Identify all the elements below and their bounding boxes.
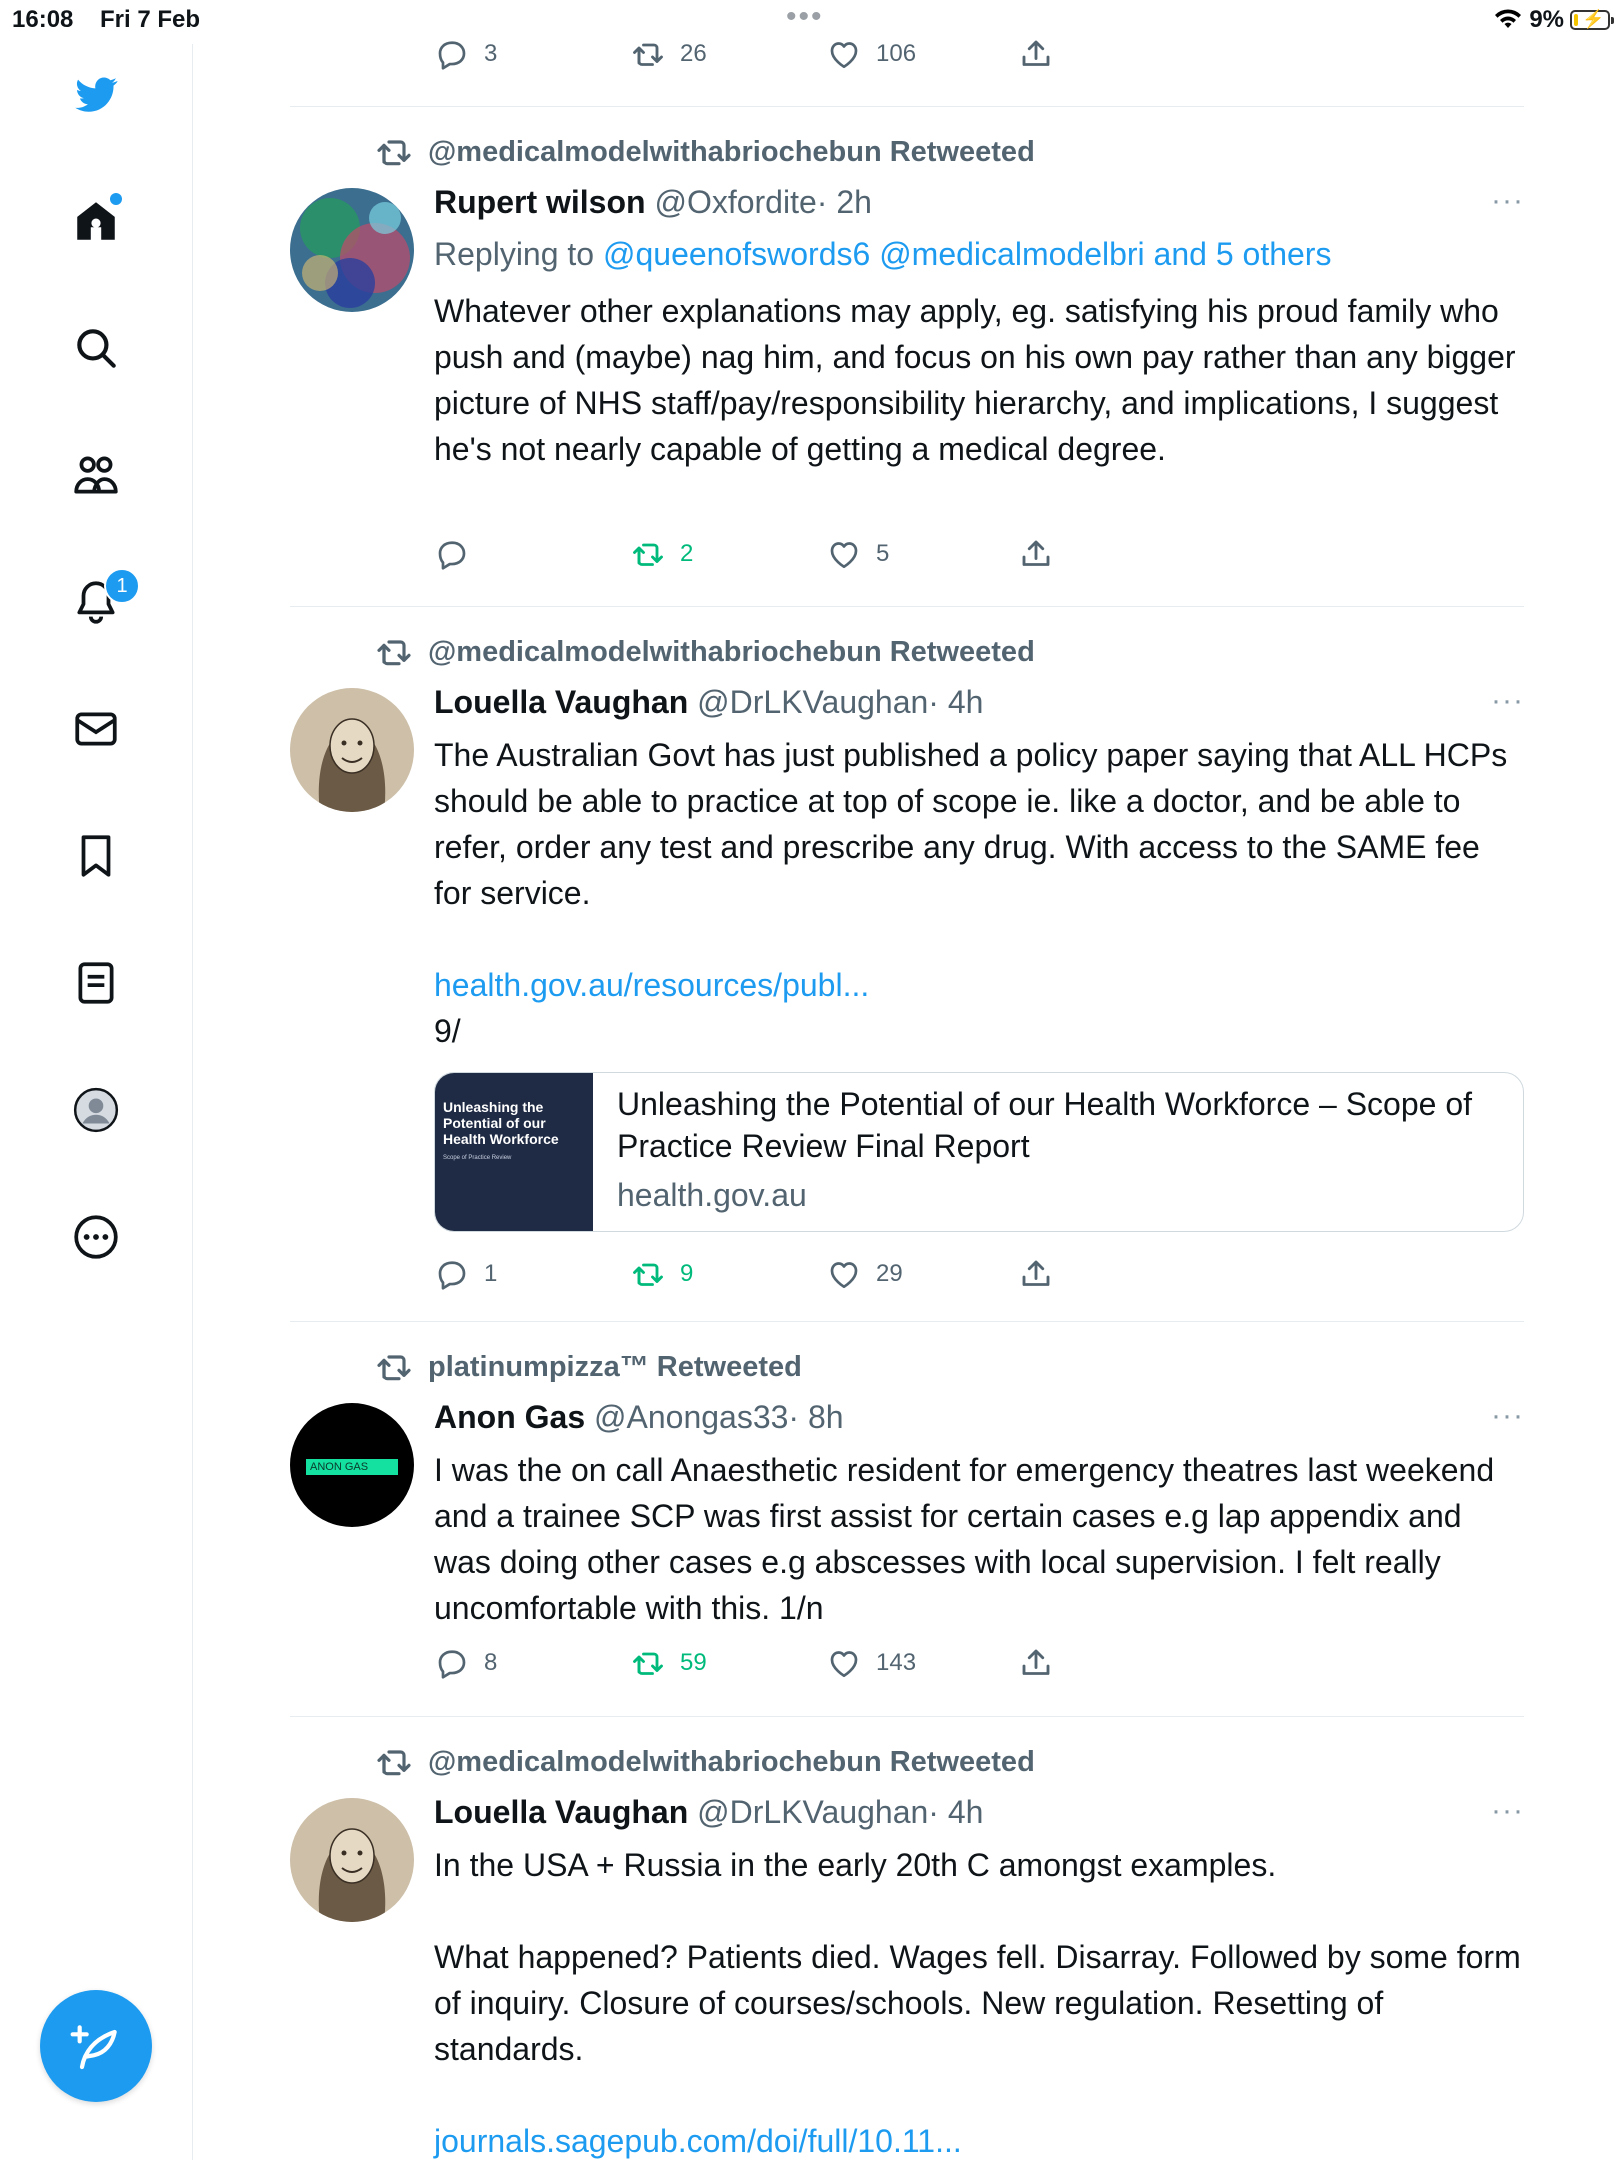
retweet-count: 2 bbox=[680, 540, 694, 567]
tweet-actions bbox=[434, 1256, 1334, 1296]
share-button[interactable] bbox=[1018, 1256, 1054, 1292]
tweet-actions bbox=[434, 36, 1334, 76]
retweet-icon bbox=[374, 1347, 414, 1387]
more-circle-icon[interactable] bbox=[66, 1207, 126, 1267]
divider bbox=[290, 1716, 1524, 1717]
status-date: Fri 7 Feb bbox=[100, 6, 201, 33]
status-time: 16:08 bbox=[12, 6, 74, 33]
retweet-icon bbox=[630, 1645, 666, 1681]
notifications-badge: 1 bbox=[104, 568, 140, 604]
tweet-header bbox=[434, 1399, 844, 1436]
share-icon bbox=[1018, 1645, 1054, 1681]
profile-icon[interactable] bbox=[66, 1080, 126, 1140]
retweet-button[interactable] bbox=[630, 36, 707, 72]
retweeted-by bbox=[374, 132, 1035, 172]
avatar-label: ANON GAS bbox=[306, 1459, 398, 1475]
lists-icon[interactable] bbox=[66, 953, 126, 1013]
card-thumb-title: Unleashing the Potential of our Health Workforce bbox=[443, 1099, 559, 1147]
retweeted-by-text: @medicalmodelwithabriochebun Retweeted bbox=[428, 635, 1035, 668]
replying-to bbox=[434, 236, 1331, 273]
retweet-button[interactable] bbox=[630, 1256, 693, 1292]
tweet-time: · 8h bbox=[788, 1399, 844, 1435]
author-name[interactable]: Louella Vaughan bbox=[434, 1794, 689, 1830]
author-handle[interactable]: @DrLKVaughan bbox=[697, 1794, 929, 1830]
retweet-button[interactable] bbox=[630, 1645, 707, 1681]
reply-button[interactable] bbox=[434, 536, 484, 572]
reply-icon bbox=[434, 36, 470, 72]
like-button[interactable] bbox=[826, 1645, 916, 1681]
retweeted-by-text: @medicalmodelwithabriochebun Retweeted bbox=[428, 1745, 1035, 1778]
avatar[interactable] bbox=[290, 1403, 414, 1527]
tweet-link[interactable]: journals.sagepub.com/doi/full/10.11... bbox=[434, 2123, 962, 2159]
retweet-count: 9 bbox=[680, 1260, 694, 1287]
like-count: 106 bbox=[876, 40, 917, 67]
tweet-link[interactable]: health.gov.au/resources/publ... bbox=[434, 967, 870, 1003]
retweeted-by-text: @medicalmodelwithabriochebun Retweeted bbox=[428, 135, 1035, 168]
compose-icon bbox=[68, 2018, 124, 2074]
reply-icon bbox=[434, 1256, 470, 1292]
author-handle[interactable]: @Anongas33 bbox=[594, 1399, 789, 1435]
tweet-text: I was the on call Anaesthetic resident for emergency theatres last weekend and a trainee SCP was first assist for certain cases e.g lap appendix and was doing other cases e.g abscesses with local supervision. I felt really uncomfortable with this. 1/n bbox=[434, 1452, 1495, 1626]
retweet-count: 26 bbox=[680, 40, 707, 67]
retweet-count: 59 bbox=[680, 1649, 707, 1676]
tweet-link-wrap bbox=[434, 962, 1524, 1054]
reply-icon bbox=[434, 536, 470, 572]
home-new-dot bbox=[110, 193, 122, 205]
like-button[interactable] bbox=[826, 36, 916, 72]
tweet-header bbox=[434, 684, 983, 721]
more-options-icon[interactable]: ··· bbox=[1491, 1794, 1524, 1827]
wifi-icon bbox=[1493, 8, 1523, 32]
retweeted-by bbox=[374, 1347, 802, 1387]
reply-button[interactable] bbox=[434, 1645, 497, 1681]
tweet-time: · 4h bbox=[928, 684, 984, 720]
mail-icon[interactable] bbox=[66, 699, 126, 759]
retweet-icon bbox=[630, 536, 666, 572]
tweet-time: · 4h bbox=[928, 1794, 984, 1830]
share-icon bbox=[1018, 1256, 1054, 1292]
tweet-time: · 2h bbox=[816, 184, 872, 220]
reply-icon bbox=[434, 1645, 470, 1681]
reply-count: 3 bbox=[484, 40, 498, 67]
communities-icon[interactable] bbox=[66, 445, 126, 505]
avatar[interactable] bbox=[290, 188, 414, 312]
battery-percent: 9% bbox=[1529, 6, 1564, 33]
retweet-icon bbox=[374, 632, 414, 672]
more-options-icon[interactable]: ··· bbox=[1491, 184, 1524, 217]
reply-count: 1 bbox=[484, 1260, 498, 1287]
status-indicators bbox=[1493, 6, 1610, 34]
retweet-icon bbox=[374, 132, 414, 172]
like-button[interactable] bbox=[826, 1256, 903, 1292]
author-name[interactable]: Anon Gas bbox=[434, 1399, 586, 1435]
like-count: 29 bbox=[876, 1260, 903, 1287]
battery-icon: ⚡ bbox=[1570, 10, 1610, 30]
search-icon[interactable] bbox=[66, 318, 126, 378]
card-thumbnail bbox=[435, 1073, 593, 1231]
share-button[interactable] bbox=[1018, 536, 1054, 572]
retweeted-by-text: platinumpizza™ Retweeted bbox=[428, 1350, 802, 1383]
divider bbox=[290, 106, 1524, 107]
sidebar bbox=[0, 44, 193, 2160]
card-thumb-subtitle: Scope of Practice Review bbox=[443, 1155, 512, 1161]
retweet-button[interactable] bbox=[630, 536, 693, 572]
like-count: 5 bbox=[876, 540, 890, 567]
like-icon bbox=[826, 536, 862, 572]
avatar[interactable] bbox=[290, 688, 414, 812]
like-count: 143 bbox=[876, 1649, 917, 1676]
like-icon bbox=[826, 1645, 862, 1681]
more-options-icon[interactable]: ··· bbox=[1491, 684, 1524, 717]
bell-icon[interactable] bbox=[66, 572, 126, 632]
reply-button[interactable] bbox=[434, 36, 497, 72]
share-button[interactable] bbox=[1018, 1645, 1054, 1681]
retweet-icon bbox=[374, 1742, 414, 1782]
tweet-text: The Australian Govt has just published a policy paper saying that ALL HCPs should be able to practice at top of scope ie. like a doctor, and be able to refer, order any test and prescribe any drug. With access to the SAME fee for service. bbox=[434, 737, 1508, 911]
tweet-header bbox=[434, 1794, 983, 1831]
twitter-logo-icon[interactable] bbox=[66, 64, 126, 124]
tweet-actions bbox=[434, 536, 1334, 576]
author-handle[interactable]: @DrLKVaughan bbox=[697, 684, 929, 720]
tweet-header bbox=[434, 184, 872, 221]
card-title: Unleashing the Potential of our Health Workforce – Scope of Practice Review Final Report bbox=[617, 1086, 1473, 1164]
reply-count: 8 bbox=[484, 1649, 498, 1676]
retweet-icon bbox=[630, 36, 666, 72]
share-button[interactable] bbox=[1018, 36, 1054, 72]
retweet-icon bbox=[630, 1256, 666, 1292]
divider bbox=[290, 606, 1524, 607]
retweeted-by bbox=[374, 1742, 1035, 1782]
bookmark-icon[interactable] bbox=[66, 826, 126, 886]
tweet-text: Whatever other explanations may apply, eg. satisfying his proud family who push and (maybe) nag him, and focus on his own pay rather than any bigger picture of NHS staff/pay/responsibility hierarchy, and implications, I suggest he's not nearly capable of getting a medical degree. bbox=[434, 293, 1516, 467]
link-card[interactable] bbox=[434, 1072, 1524, 1232]
more-options-icon[interactable]: ··· bbox=[1491, 1399, 1524, 1432]
thread-number: 9/ bbox=[434, 1013, 461, 1049]
like-button[interactable] bbox=[826, 536, 889, 572]
reply-button[interactable] bbox=[434, 1256, 497, 1292]
author-name[interactable]: Louella Vaughan bbox=[434, 684, 689, 720]
share-icon bbox=[1018, 36, 1054, 72]
avatar[interactable] bbox=[290, 1798, 414, 1922]
tweet-text-2: What happened? Patients died. Wages fell. Disarray. Followed by some form of inquiry. Closure of courses/schools. New regulation. Resetting of standards. bbox=[434, 1939, 1521, 2067]
tweet-link-wrap bbox=[434, 2118, 1524, 2164]
replying-prefix: Replying to bbox=[434, 236, 595, 272]
tweet-actions bbox=[434, 1645, 1334, 1685]
author-handle[interactable]: @Oxfordite bbox=[654, 184, 817, 220]
like-icon bbox=[826, 1256, 862, 1292]
divider bbox=[290, 1321, 1524, 1322]
tweet-text: In the USA + Russia in the early 20th C amongst examples. bbox=[434, 1847, 1277, 1883]
like-icon bbox=[826, 36, 862, 72]
compose-button[interactable] bbox=[40, 1990, 152, 2102]
retweeted-by bbox=[374, 632, 1035, 672]
replying-to-users[interactable]: @queenofswords6 @medicalmodelbri and 5 others bbox=[602, 236, 1332, 272]
share-icon bbox=[1018, 536, 1054, 572]
author-name[interactable]: Rupert wilson bbox=[434, 184, 646, 220]
home-icon[interactable] bbox=[66, 191, 126, 251]
multitask-dots-icon[interactable]: ••• bbox=[786, 0, 824, 33]
card-domain: health.gov.au bbox=[617, 1177, 807, 1213]
